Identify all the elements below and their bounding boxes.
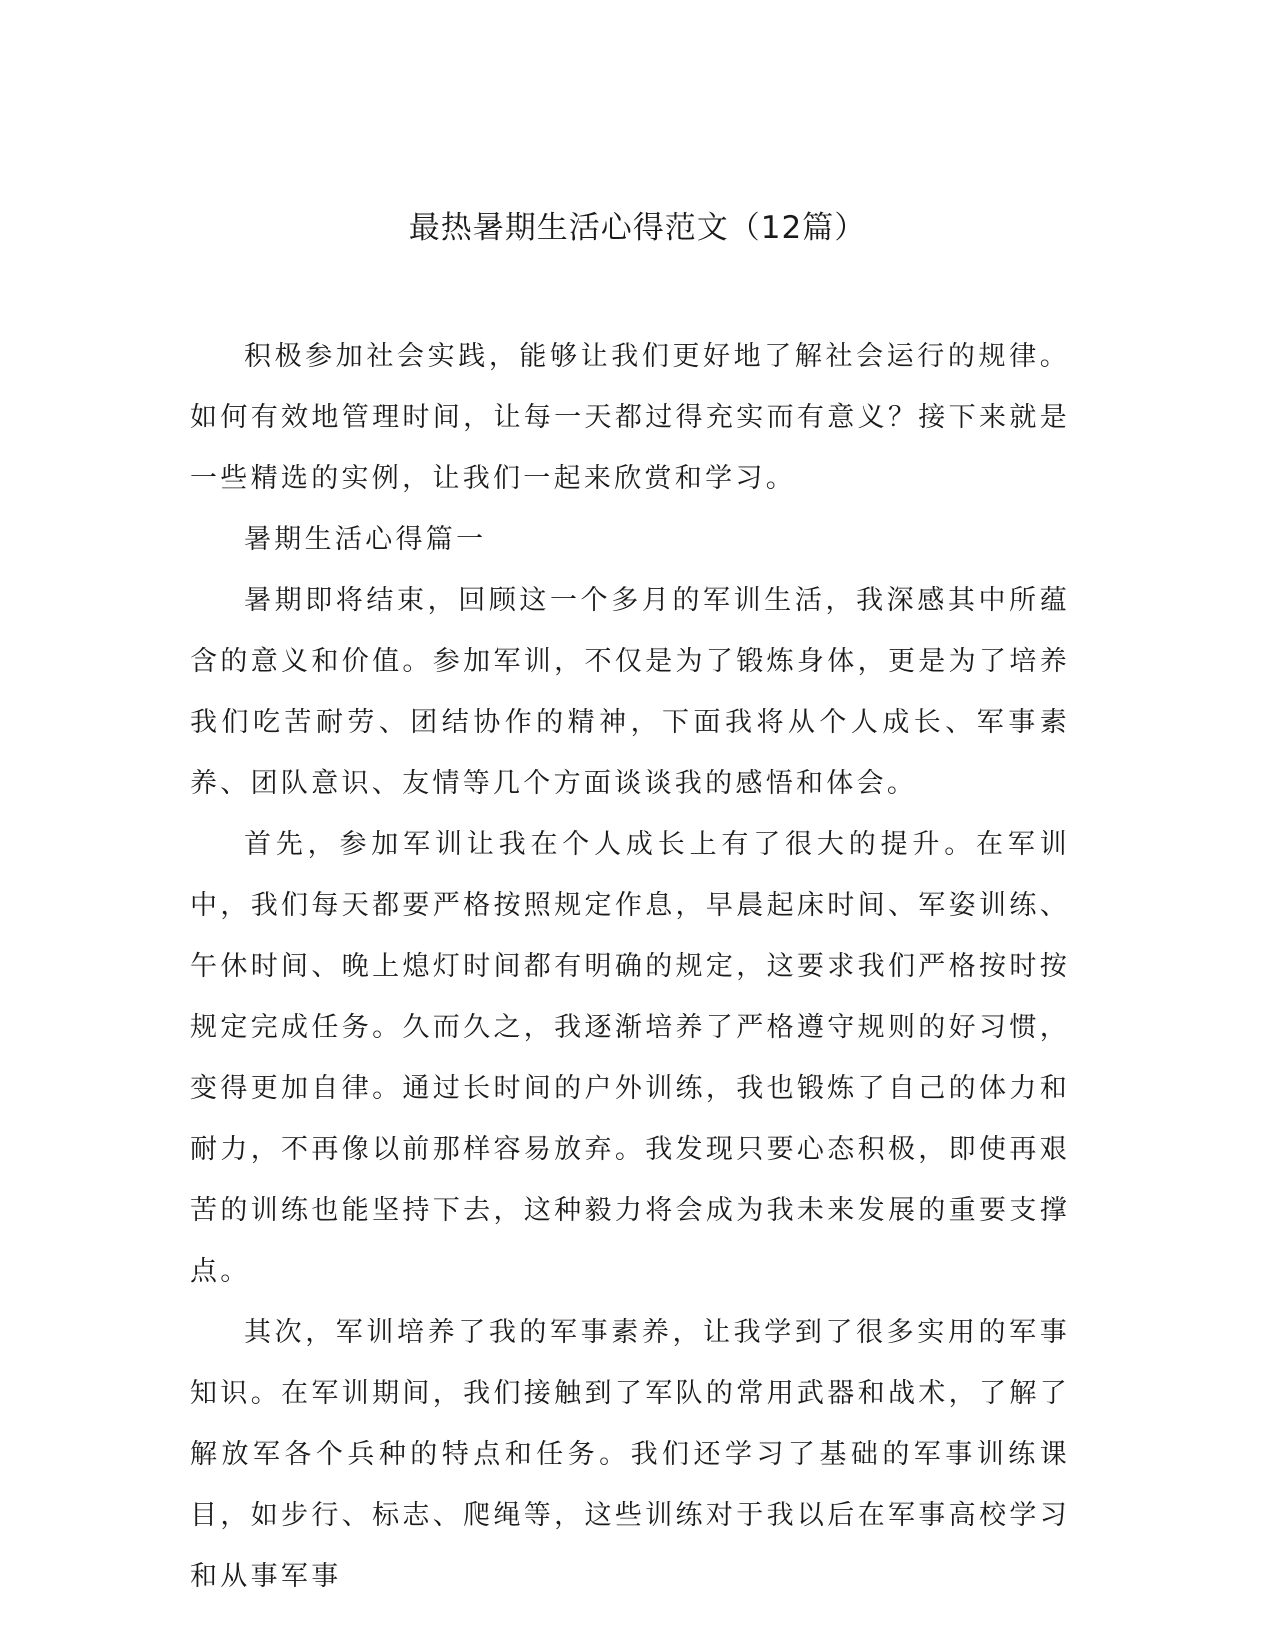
section-heading: 暑期生活心得篇一 [244, 524, 487, 555]
document-body [190, 326, 1070, 1607]
document-title: 最热暑期生活心得范文（12篇） [408, 210, 867, 246]
intro-paragraph: 积极参加社会实践，能够让我们更好地了解社会运行的规律。如何有效地管理时间，让每一天都过得充实而有意义？接下来就是一些精选的实例，让我们一起来欣赏和学习。 [190, 341, 1070, 494]
body-paragraph: 暑期即将结束，回顾这一个多月的军训生活，我深感其中所蕴含的意义和价值。参加军训，不仅是为了锻炼身体，更是为了培养我们吃苦耐劳、团结协作的精神，下面我将从个人成长、军事素养、团队意识、友情等几个方面谈谈我的感悟和体会。 [190, 585, 1070, 799]
body-paragraph: 首先，参加军训让我在个人成长上有了很大的提升。在军训中，我们每天都要严格按照规定作息，早晨起床时间、军姿训练、午休时间、晚上熄灯时间都有明确的规定，这要求我们严格按时按规定完成任务。久而久之，我逐渐培养了严格遵守规则的好习惯，变得更加自律。通过长时间的户外训练，我也锻炼了自己的体力和耐力，不再像以前那样容易放弃。我发现只要心态积极，即使再艰苦的训练也能坚持下去，这种毅力将会成为我未来发展的重要支撑点。 [190, 829, 1070, 1287]
body-paragraph: 其次，军训培养了我的军事素养，让我学到了很多实用的军事知识。在军训期间，我们接触到了军队的常用武器和战术，了解了解放军各个兵种的特点和任务。我们还学习了基础的军事训练课目，如步行、标志、爬绳等，这些训练对于我以后在军事高校学习和从事军事 [190, 1317, 1070, 1592]
